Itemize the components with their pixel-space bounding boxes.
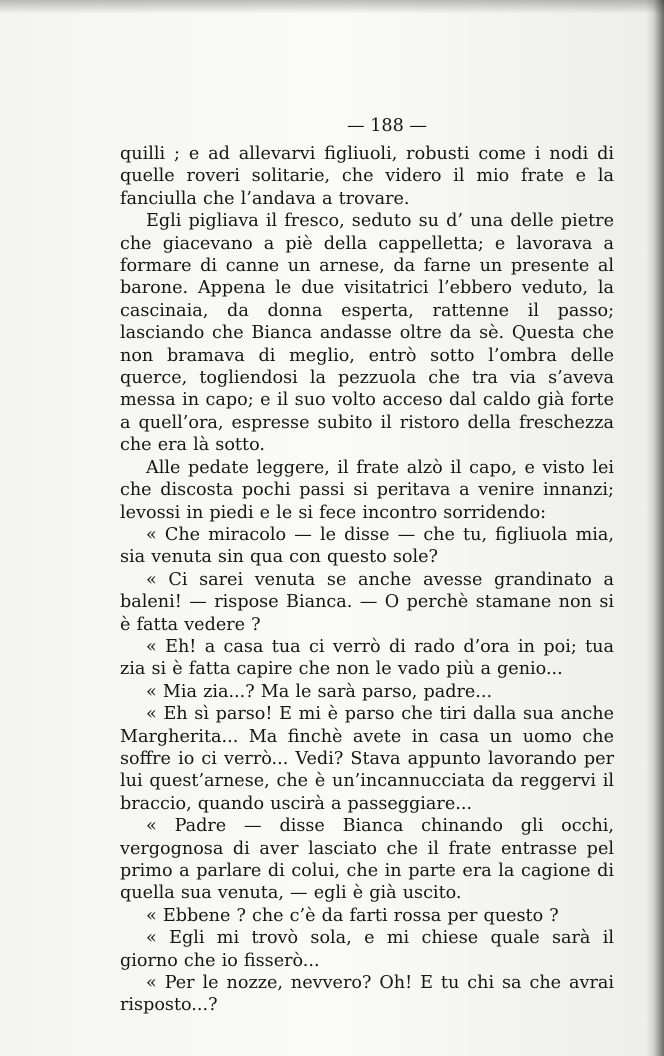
page-number: — 188 — [347, 116, 427, 136]
paragraph-5: « Ci sarei venuta se anche avesse grandinato a baleni! — rispose Bianca. — O perchè stamane non si è fatta vedere ? [120, 569, 614, 635]
paragraph-10: « Ebbene ? che c’è da farti rossa per questo ? [146, 905, 559, 926]
paragraph-8: « Eh sì parso! E mi è parso che tiri dalla sua anche Margherita... Ma finchè avete in casa un uomo che soffre io ci verrò... Vedi? Stava appunto lavorando per lui quest’arnese, che è un’incannucciata da reggervi il braccio, quando uscirà a passeggiare... [120, 704, 614, 814]
paragraph-7: « Mia zia...? Ma le sarà parso, padre... [146, 681, 493, 702]
paragraph-2: Egli pigliava il fresco, seduto su d’ una delle pietre che giacevano a piè della cappelletta; e lavorava a formare di canne un arnese, da farne un presente al barone. Appena le due visitatrici l’ebbero veduto, la cascinaia, da donna esperta, rattenne il passo; lasciando che Bianca andasse oltre da sè. Questa che non bramava di meglio, entrò sotto l’ombra delle querce, togliendosi la pezzuola che tra via s’aveva messa in capo; e il suo volto acceso dal caldo già forte a quell’ora, espresse subito il ristoro della freschezza che era là sotto. [120, 211, 614, 456]
paragraph-9: « Padre — disse Bianca chinando gli occhi, vergognosa di aver lasciato che il frate entrasse pel primo a parlare di colui, che in parte era la cagione di quella sua venuta, — egli è già uscito. [120, 816, 614, 904]
paragraph-6: « Eh! a casa tua ci verrò di rado d’ora in poi; tua zia si è fatta capire che non le vado più a genio... [120, 636, 614, 680]
paragraph-1: quilli ; e ad allevarvi figliuoli, robusti come i nodi di quelle roveri solitarie, che videro il mio frate e la fanciulla che l’andava a trovare. [120, 144, 614, 209]
paragraph-11: « Egli mi trovò sola, e mi chiese quale sarà il giorno che io fisserò... [120, 928, 614, 971]
page-text-block [120, 112, 614, 1017]
paragraph-12: « Per le nozze, nevvero? Oh! E tu chi sa che avrai risposto...? [120, 973, 614, 1016]
paragraph-4: « Che miracolo — le disse — che tu, figliuola mia, sia venuta sin qua con questo sole? [120, 524, 614, 568]
paragraph-3: Alle pedate leggere, il frate alzò il capo, e visto lei che discosta pochi passi si peritava a venire innanzi; levossi in piedi e le si fece incontro sorridendo: [120, 457, 614, 523]
top-edge-shadow [0, 0, 664, 14]
page-edge-shadow [646, 0, 664, 1056]
